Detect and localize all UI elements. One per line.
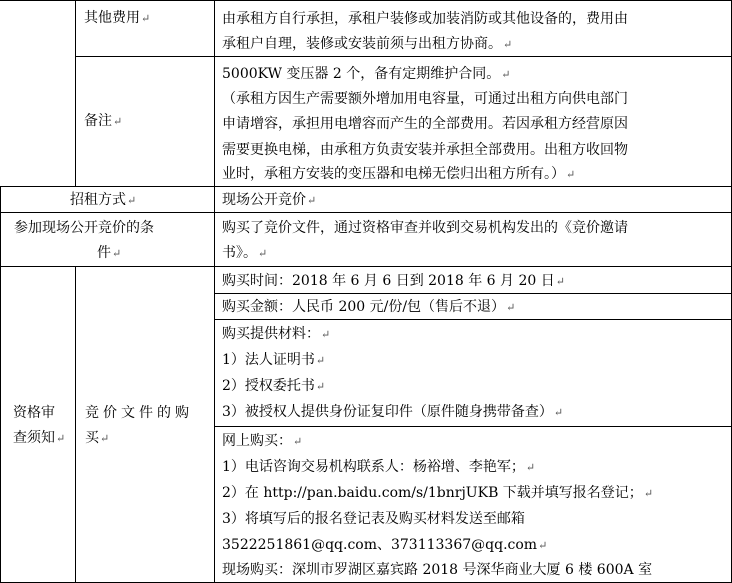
other-fees-label: 其他费用↵ — [84, 10, 151, 26]
other-fees-line: 由承租方自行承担，承租户装修或加装消防或其他设备的，费用由 — [222, 11, 628, 27]
bidding-method-label: 招租方式↵ — [70, 192, 137, 208]
remarks-line: 需要更换电梯，由承租方负责安装并承担全部费用。出租方收回物 — [222, 142, 628, 158]
rule — [214, 426, 732, 427]
rule — [0, 186, 1, 583]
qualification-group-label: 查须知↵ — [13, 430, 66, 446]
conditions-label: 件↵ — [97, 245, 122, 261]
rule — [0, 212, 732, 213]
remarks-label: 备注↵ — [84, 113, 123, 129]
rule — [0, 266, 732, 267]
rule — [75, 266, 76, 583]
materials-item: 3）被授权人提供身份证复印件（原件随身携带备查）↵ — [222, 404, 564, 420]
online-email-line: 3522251861@qq.com、373113367@qq.com↵ — [222, 537, 548, 553]
rule — [0, 0, 732, 1]
conditions-label: 参加现场公开竞价的条 — [14, 220, 154, 236]
materials-item: 1）法人证明书↵ — [222, 352, 326, 368]
rule — [214, 293, 732, 294]
online-line: 2）在 http://pan.baidu.com/s/1bnrjUKB 下载并填写报名登记；↵ — [222, 485, 654, 501]
remarks-line: 5000KW 变压器 2 个，备有定期维护合同。↵ — [222, 66, 511, 82]
qualification-group-label: 资格审 — [13, 405, 55, 421]
purchase-amount: 购买金额：人民币 200 元/份/包（售后不退）↵ — [222, 299, 516, 315]
purchase-time: 购买时间：2018 年 6 月 6 日到 2018 年 6 月 20 日↵ — [222, 273, 565, 289]
conditions-line: 书》。↵ — [222, 245, 268, 261]
rule — [0, 186, 732, 187]
online-line: 1）电话咨询交易机构联系人：杨裕增、李艳军；↵ — [222, 459, 536, 475]
online-title: 网上购买：↵ — [222, 433, 303, 449]
conditions-line: 购买了竞价文件，通过资格审查并收到交易机构发出的《竞价邀请 — [222, 220, 628, 236]
rule — [75, 0, 76, 186]
materials-title: 购买提供材料：↵ — [222, 326, 331, 342]
purchase-sub-label: 竞价文件的购 — [85, 405, 193, 421]
rule — [214, 319, 732, 320]
bidding-method-value: 现场公开竞价↵ — [222, 192, 317, 208]
other-fees-line: 承租户自理，装修或安装前须与出租方协商。↵ — [222, 36, 513, 52]
rule — [214, 0, 215, 583]
rule — [75, 56, 732, 57]
remarks-line: （承租方因生产需要额外增加用电容量，可通过出租方向供电部门 — [222, 91, 628, 107]
online-line: 3）将填写后的报名登记表及购买材料发送至邮箱 — [222, 511, 525, 527]
materials-item: 2）授权委托书↵ — [222, 378, 326, 394]
onsite-purchase: 现场购买：深圳市罗湖区嘉宾路 2018 号深华商业大厦 6 楼 600A 室 — [222, 562, 653, 578]
purchase-sub-label: 买↵ — [85, 430, 110, 446]
remarks-line: 申请增容，承担用电增容而产生的全部费用。若因承租方经营原因 — [222, 116, 628, 132]
remarks-line: 业时，承租方安装的变压器和电梯无偿归出租方所有。）↵ — [222, 166, 576, 182]
